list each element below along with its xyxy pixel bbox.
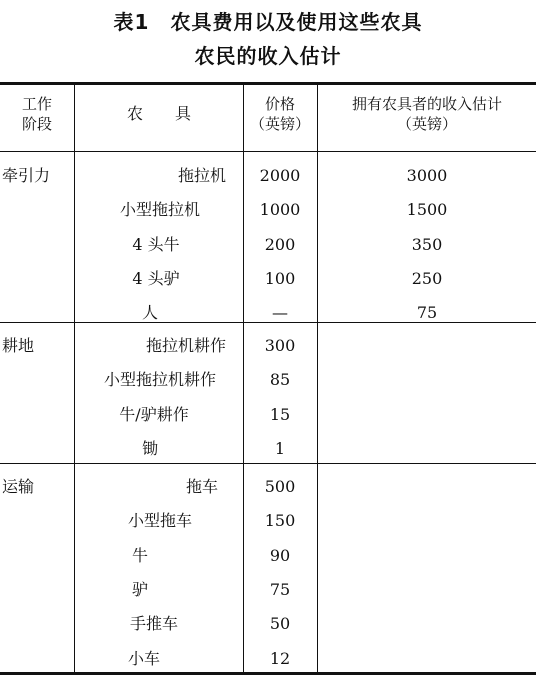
income-value: 75: [416, 303, 438, 323]
header-price-line1: 价格: [264, 95, 295, 113]
tool-name: 牛: [131, 545, 148, 565]
tool-name: 小型拖车: [127, 511, 192, 531]
table-title: 表1 农具费用以及使用这些农具: [113, 10, 423, 34]
header-income-line1: 拥有农具者的收入估计: [351, 95, 502, 113]
tool-name: 拖拉机耕作: [145, 336, 226, 355]
price-value: 2000: [259, 166, 301, 185]
tool-name: 锄: [141, 438, 158, 458]
income-value: 1500: [406, 200, 448, 220]
price-value: 15: [269, 404, 291, 424]
price-value: 1: [274, 438, 286, 458]
tool-name: 拖车: [185, 477, 218, 496]
tool-name: 小车: [127, 648, 160, 668]
header-income-line2: （英镑）: [396, 115, 457, 133]
price-value: 85: [269, 370, 291, 390]
price-value: 90: [269, 545, 291, 565]
tool-name: 4 头驴: [132, 268, 180, 288]
price-value: —: [272, 303, 288, 323]
stage-label: 耕地: [2, 336, 35, 355]
income-value: 350: [411, 234, 443, 254]
header-stage-line2: 阶段: [21, 115, 52, 133]
income-value: 3000: [406, 166, 448, 185]
price-value: 50: [269, 614, 291, 634]
price-value: 200: [264, 234, 296, 254]
price-value: 150: [264, 511, 296, 531]
section-rule-2: [0, 463, 536, 464]
price-value: 1000: [259, 200, 301, 220]
tool-name: 手推车: [129, 614, 178, 634]
header-stage-line1: 工作: [21, 95, 52, 113]
tool-name: 牛/驴耕作: [119, 404, 189, 424]
tool-name: 4 头牛: [132, 234, 180, 254]
stage-label: 牵引力: [2, 166, 51, 185]
price-value: 300: [264, 336, 296, 355]
income-value: 250: [411, 268, 443, 288]
table-subtitle: 农民的收入估计: [194, 44, 342, 68]
header-price: [243, 94, 317, 134]
stage-label: 运输: [2, 477, 35, 496]
tool-name: 拖拉机: [177, 166, 226, 185]
price-value: 500: [264, 477, 296, 496]
header-rule: [0, 151, 536, 152]
bottom-rule: [0, 672, 536, 675]
header-tool: 农 具: [126, 104, 191, 123]
tool-name: 小型拖拉机耕作: [103, 370, 216, 390]
price-value: 100: [264, 268, 296, 288]
price-value: 12: [269, 648, 291, 668]
tool-name: 小型拖拉机: [119, 200, 200, 220]
header-price-line2: （英镑）: [249, 115, 310, 133]
header-income: [318, 94, 536, 134]
price-value: 75: [269, 579, 291, 599]
top-rule: [0, 82, 536, 85]
tool-name: 人: [141, 303, 158, 323]
tool-name: 驴: [131, 579, 148, 599]
header-stage: [0, 94, 74, 134]
